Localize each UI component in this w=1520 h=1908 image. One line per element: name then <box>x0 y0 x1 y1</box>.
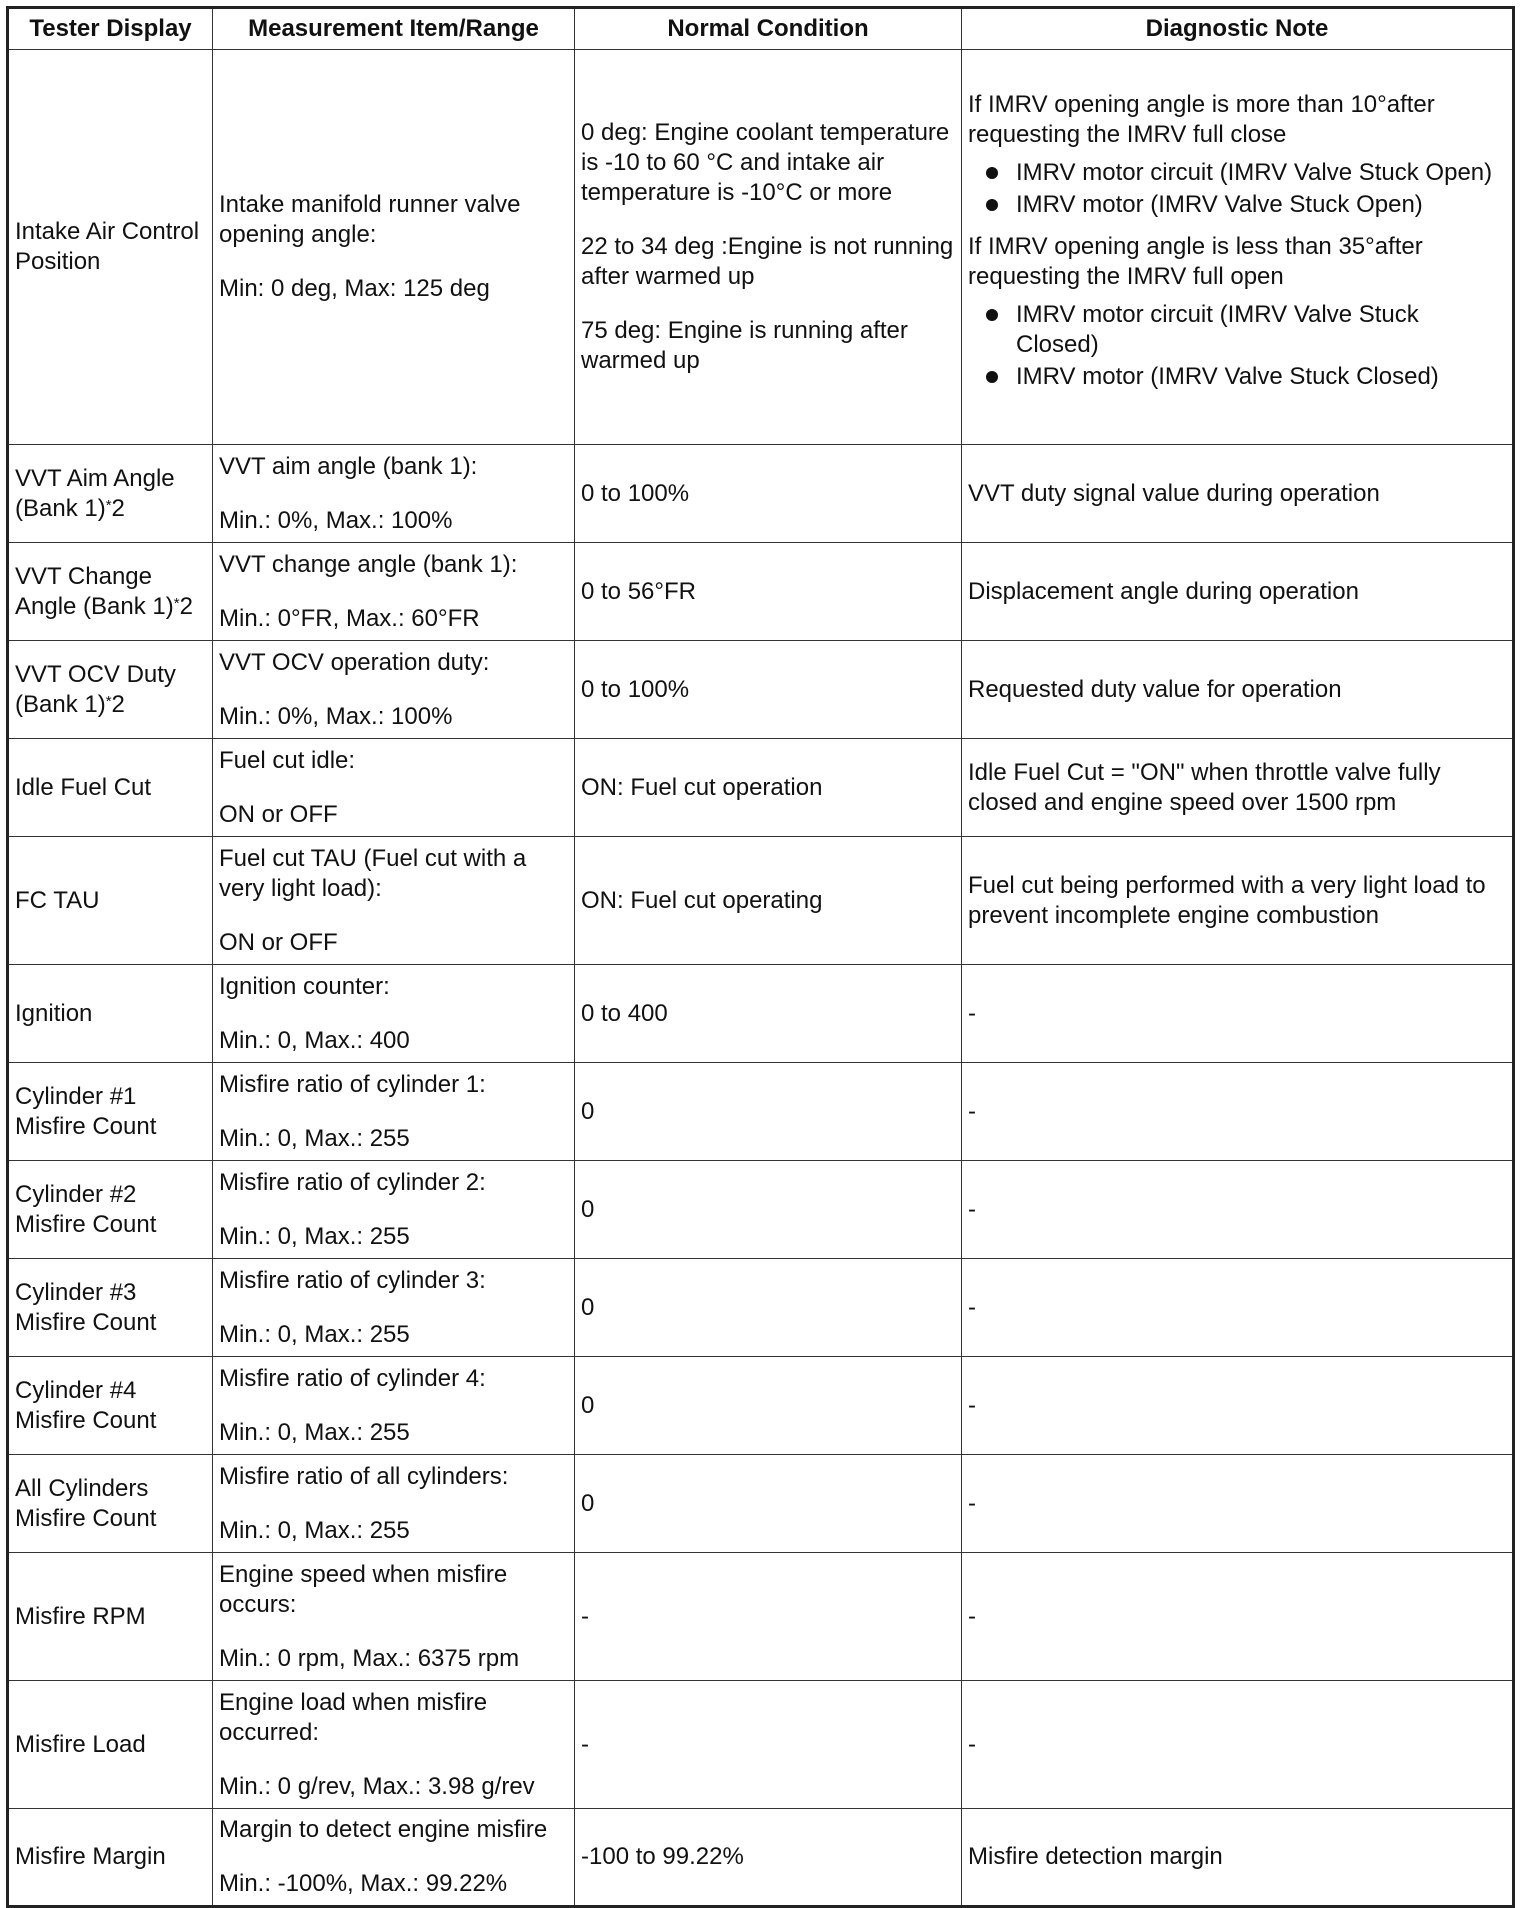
tester-display-cell <box>8 641 213 739</box>
table-row <box>8 1809 1514 1907</box>
measurement-item: Fuel cut idle: <box>219 746 356 774</box>
diagnostic-note-text: - <box>968 1489 976 1517</box>
measurement-item: VVT change angle (bank 1): <box>219 550 518 578</box>
header-diagnostic-note: Diagnostic Note <box>962 8 1514 50</box>
normal-condition-cell <box>575 1357 962 1455</box>
normal-condition-text: ON: Fuel cut operating <box>581 886 823 914</box>
measurement-range: ON or OFF <box>219 928 338 956</box>
measurement-item: Ignition counter: <box>219 972 390 1000</box>
diagnostic-note-cell <box>962 1681 1514 1809</box>
diagnostic-note-cell <box>962 1455 1514 1553</box>
table-row <box>8 1357 1514 1455</box>
footnote-marker: * <box>173 594 180 612</box>
table-row <box>8 965 1514 1063</box>
diagnostic-note-cell <box>962 837 1514 965</box>
measurement-cell <box>213 965 575 1063</box>
tester-display-text: Idle Fuel Cut <box>15 773 152 801</box>
measurement-range: Min.: 0 g/rev, Max.: 3.98 g/rev <box>219 1772 535 1800</box>
diagnostic-note-cell <box>962 739 1514 837</box>
diagnostic-note-cell <box>962 1357 1514 1455</box>
measurement-item: Engine load when misfire occurred: <box>219 1688 488 1746</box>
diagnostic-note-text: - <box>968 1730 976 1758</box>
measurement-cell <box>213 641 575 739</box>
measurement-cell <box>213 1455 575 1553</box>
tester-display-cell <box>8 965 213 1063</box>
measurement-cell <box>213 1063 575 1161</box>
measurement-cell <box>213 1357 575 1455</box>
normal-condition-cell <box>575 543 962 641</box>
measurement-range: Min.: 0, Max.: 400 <box>219 1026 410 1054</box>
normal-condition-cell <box>575 641 962 739</box>
table-row <box>8 50 1514 445</box>
normal-condition-text: 22 to 34 deg :Engine is not running after warmed up <box>581 233 954 290</box>
measurement-range: ON or OFF <box>219 800 338 828</box>
bullet-icon <box>986 199 998 211</box>
normal-condition-text: -100 to 99.22% <box>581 1843 744 1870</box>
tester-display-cell <box>8 1809 213 1907</box>
table-row <box>8 1063 1514 1161</box>
diagnostic-note-text: - <box>968 1195 976 1223</box>
normal-condition-text: 0 <box>581 1293 595 1321</box>
normal-condition-text: - <box>581 1602 589 1630</box>
bullet-icon <box>986 309 998 321</box>
tester-display-cell <box>8 1259 213 1357</box>
tester-display-text: VVT Change Angle (Bank 1) <box>15 562 174 620</box>
diagnostic-bullet-list <box>968 300 1506 392</box>
normal-condition-cell <box>575 1553 962 1681</box>
footnote-number: 2 <box>179 592 193 620</box>
table-row <box>8 1553 1514 1681</box>
tester-display-text: All Cylinders Misfire Count <box>15 1474 157 1532</box>
measurement-item: Misfire ratio of all cylinders: <box>219 1462 509 1490</box>
diagnostic-note-cell <box>962 1161 1514 1259</box>
tester-display-text: VVT Aim Angle (Bank 1) <box>15 464 175 522</box>
measurement-range: Min.: 0, Max.: 255 <box>219 1418 410 1446</box>
tester-display-cell <box>8 1455 213 1553</box>
measurement-item: Misfire ratio of cylinder 2: <box>219 1168 486 1196</box>
table-row <box>8 837 1514 965</box>
footnote-number: 2 <box>111 494 125 522</box>
data-monitor-table-wrapper <box>6 6 1512 1895</box>
normal-condition-cell <box>575 1161 962 1259</box>
tester-display-cell <box>8 1357 213 1455</box>
diagnostic-note-text: - <box>968 1293 976 1321</box>
measurement-item: VVT OCV operation duty: <box>219 648 490 676</box>
measurement-range: Min.: 0, Max.: 255 <box>219 1124 410 1152</box>
bullet-icon <box>986 167 998 179</box>
measurement-cell <box>213 1259 575 1357</box>
diagnostic-note-text: Displacement angle during operation <box>968 577 1359 605</box>
normal-condition-cell <box>575 1455 962 1553</box>
header-row <box>8 8 1514 50</box>
normal-condition-text: 0 <box>581 1097 595 1125</box>
measurement-cell <box>213 739 575 837</box>
normal-condition-text: 0 to 400 <box>581 999 668 1027</box>
tester-display-text: Cylinder #1 Misfire Count <box>15 1082 157 1140</box>
diagnostic-note-cell <box>962 445 1514 543</box>
measurement-cell <box>213 543 575 641</box>
measurement-range: Min.: 0, Max.: 255 <box>219 1516 410 1544</box>
measurement-range: Min: 0 deg, Max: 125 deg <box>219 275 490 302</box>
table-row <box>8 641 1514 739</box>
normal-condition-text: 0 <box>581 1195 595 1223</box>
measurement-item: Engine speed when misfire occurs: <box>219 1560 508 1618</box>
tester-display-text: Intake Air Control Position <box>15 218 200 275</box>
tester-display-cell <box>8 1681 213 1809</box>
measurement-range: Min.: 0 rpm, Max.: 6375 rpm <box>219 1644 520 1672</box>
tester-display-cell <box>8 445 213 543</box>
footnote-marker: * <box>105 692 112 710</box>
normal-condition-cell <box>575 837 962 965</box>
normal-condition-cell <box>575 965 962 1063</box>
normal-condition-text: 0 to 100% <box>581 675 690 703</box>
normal-condition-cell <box>575 50 962 445</box>
diagnostic-note-text: - <box>968 1097 976 1125</box>
tester-display-cell <box>8 50 213 445</box>
bullet-text: IMRV motor (IMRV Valve Stuck Closed) <box>1016 363 1439 390</box>
diagnostic-note-text: Idle Fuel Cut = "ON" when throttle valve fully closed and engine speed over 1500 rpm <box>968 758 1441 816</box>
diagnostic-note-text: - <box>968 1391 976 1419</box>
table-row <box>8 1455 1514 1553</box>
measurement-item: Misfire ratio of cylinder 4: <box>219 1364 486 1392</box>
measurement-item: Margin to detect engine misfire <box>219 1816 548 1843</box>
measurement-item: Misfire ratio of cylinder 3: <box>219 1266 486 1294</box>
measurement-cell <box>213 837 575 965</box>
normal-condition-text: ON: Fuel cut operation <box>581 773 823 801</box>
normal-condition-text: 0 to 100% <box>581 479 690 507</box>
tester-display-text: Cylinder #3 Misfire Count <box>15 1278 157 1336</box>
header-normal-condition: Normal Condition <box>575 8 962 50</box>
normal-condition-cell <box>575 1259 962 1357</box>
tester-display-text: Misfire RPM <box>15 1602 146 1630</box>
table-row <box>8 1259 1514 1357</box>
measurement-cell <box>213 1809 575 1907</box>
list-item <box>968 190 1506 220</box>
normal-condition-cell <box>575 1809 962 1907</box>
diagnostic-note-cell <box>962 641 1514 739</box>
normal-condition-cell <box>575 739 962 837</box>
measurement-cell <box>213 50 575 445</box>
tester-display-text: FC TAU <box>15 886 100 914</box>
footnote-number: 2 <box>111 690 125 718</box>
measurement-item: Misfire ratio of cylinder 1: <box>219 1070 486 1098</box>
table-row <box>8 445 1514 543</box>
normal-condition-cell <box>575 1681 962 1809</box>
tester-display-cell <box>8 739 213 837</box>
diagnostic-bullet-list <box>968 158 1506 220</box>
tester-display-cell <box>8 1553 213 1681</box>
normal-condition-cell <box>575 1063 962 1161</box>
measurement-cell <box>213 1681 575 1809</box>
measurement-range: Min.: 0°FR, Max.: 60°FR <box>219 604 480 632</box>
table-row <box>8 543 1514 641</box>
bullet-icon <box>986 371 998 383</box>
diagnostic-note-text: - <box>968 999 976 1027</box>
list-item <box>968 362 1506 392</box>
diagnostic-note-text: VVT duty signal value during operation <box>968 479 1380 507</box>
measurement-cell <box>213 1161 575 1259</box>
tester-display-text: VVT OCV Duty (Bank 1) <box>15 660 176 718</box>
measurement-item: Intake manifold runner valve opening angle: <box>219 191 521 248</box>
diagnostic-note-cell <box>962 543 1514 641</box>
bullet-text: IMRV motor (IMRV Valve Stuck Open) <box>1016 191 1423 218</box>
diagnostic-note-text: Requested duty value for operation <box>968 675 1342 703</box>
measurement-range: Min.: 0%, Max.: 100% <box>219 702 453 730</box>
measurement-cell <box>213 1553 575 1681</box>
table-row <box>8 739 1514 837</box>
diagnostic-note-intro: If IMRV opening angle is less than 35°after requesting the IMRV full open <box>968 233 1423 290</box>
normal-condition-cell <box>575 445 962 543</box>
diagnostic-note-cell <box>962 1553 1514 1681</box>
diagnostic-note-cell <box>962 1809 1514 1907</box>
measurement-range: Min.: -100%, Max.: 99.22% <box>219 1870 508 1897</box>
bullet-text: IMRV motor circuit (IMRV Valve Stuck Closed) <box>1016 301 1419 358</box>
bullet-text: IMRV motor circuit (IMRV Valve Stuck Open) <box>1016 159 1493 186</box>
diagnostic-note-cell <box>962 1063 1514 1161</box>
header-tester-display: Tester Display <box>8 8 213 50</box>
list-item <box>968 158 1506 188</box>
measurement-item: Fuel cut TAU (Fuel cut with a very light load): <box>219 844 527 902</box>
table-row <box>8 1681 1514 1809</box>
diagnostic-note-text: Fuel cut being performed with a very light load to prevent incomplete engine combustion <box>968 871 1486 929</box>
tester-display-text: Misfire Load <box>15 1730 146 1758</box>
diagnostic-note-text: Misfire detection margin <box>968 1843 1223 1870</box>
diagnostic-note-cell <box>962 965 1514 1063</box>
diagnostic-note-intro: If IMRV opening angle is more than 10°after requesting the IMRV full close <box>968 91 1435 148</box>
tester-display-text: Cylinder #2 Misfire Count <box>15 1180 157 1238</box>
table-row <box>8 1161 1514 1259</box>
tester-display-text: Ignition <box>15 999 93 1027</box>
diagnostic-note-cell <box>962 50 1514 445</box>
tester-display-cell <box>8 1161 213 1259</box>
tester-display-text: Misfire Margin <box>15 1843 166 1870</box>
normal-condition-text: 0 deg: Engine coolant temperature is -10 to 60 °C and intake air temperature is -10°C or more <box>581 119 950 206</box>
header-measurement-item-range: Measurement Item/Range <box>213 8 575 50</box>
list-item <box>968 300 1506 360</box>
diagnostic-note-cell <box>962 1259 1514 1357</box>
tester-display-cell <box>8 543 213 641</box>
tester-display-text: Cylinder #4 Misfire Count <box>15 1376 157 1434</box>
data-monitor-table <box>6 6 1515 1908</box>
normal-condition-text: 75 deg: Engine is running after warmed up <box>581 317 908 374</box>
measurement-range: Min.: 0, Max.: 255 <box>219 1222 410 1250</box>
normal-condition-text: - <box>581 1730 589 1758</box>
measurement-cell <box>213 445 575 543</box>
measurement-item: VVT aim angle (bank 1): <box>219 452 478 480</box>
measurement-range: Min.: 0%, Max.: 100% <box>219 506 453 534</box>
normal-condition-text: 0 <box>581 1391 595 1419</box>
normal-condition-text: 0 to 56°FR <box>581 577 696 605</box>
tester-display-cell <box>8 837 213 965</box>
footnote-marker: * <box>105 496 112 514</box>
tester-display-cell <box>8 1063 213 1161</box>
measurement-range: Min.: 0, Max.: 255 <box>219 1320 410 1348</box>
normal-condition-text: 0 <box>581 1489 595 1517</box>
diagnostic-note-text: - <box>968 1602 976 1630</box>
